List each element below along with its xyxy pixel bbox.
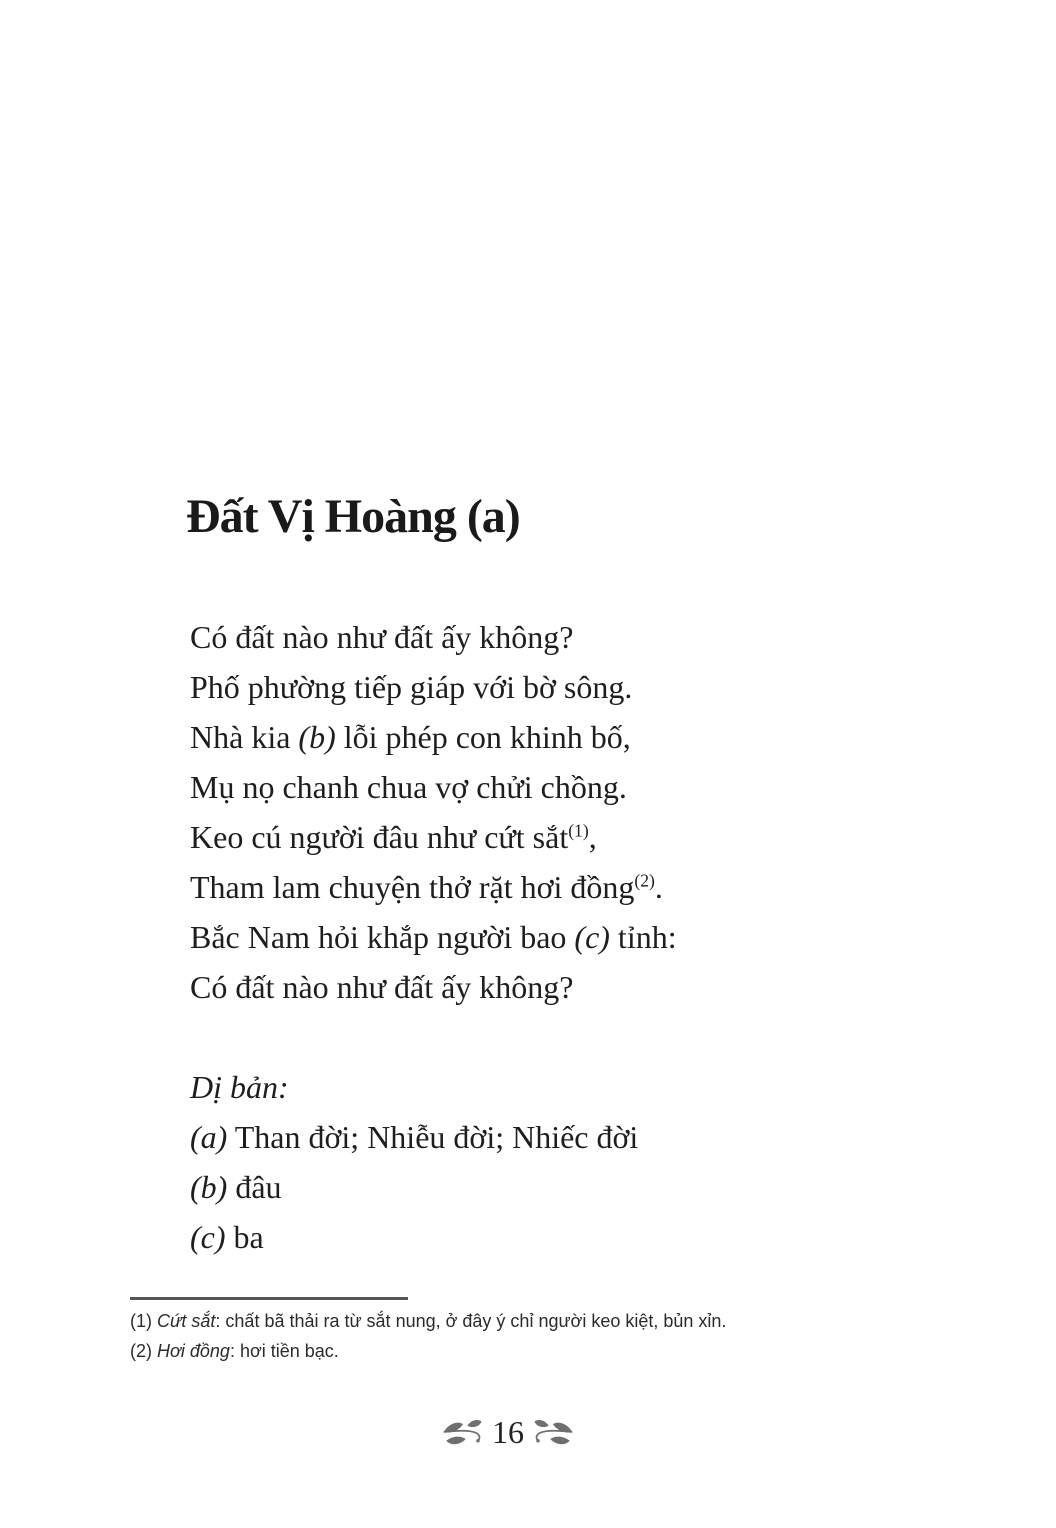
poem-line-text: Tham lam chuyện thở rặt hơi đồng: [190, 869, 635, 905]
poem-line-text: ,: [588, 819, 597, 855]
poem-line-text: Có đất nào như đất ấy không?: [190, 619, 574, 655]
poem-line-1: [190, 612, 677, 662]
page-footer: [438, 1410, 578, 1454]
poem-line-text: Mụ nọ chanh chua vợ chửi chồng.: [190, 769, 627, 805]
variant-marker: (a): [190, 1119, 228, 1155]
footnote-term: Hơi đồng: [157, 1341, 230, 1361]
poem-line-6: [190, 862, 677, 912]
poem-line-3: [190, 712, 677, 762]
footnote-text: : hơi tiền bạc.: [229, 1341, 339, 1361]
poem-body: [190, 612, 677, 1012]
poem-line-8: [190, 962, 677, 1012]
variant-marker: (c): [574, 919, 610, 955]
variant-marker: (b): [298, 719, 336, 755]
footnote-divider: [130, 1297, 408, 1300]
poem-line-text: Phố phường tiếp giáp với bờ sông.: [190, 669, 633, 705]
poem-line-text: Có đất nào như đất ấy không?: [190, 969, 574, 1005]
footnote-reference: (2): [634, 870, 655, 891]
variants-section: [190, 1062, 638, 1262]
poem-line-4: [190, 762, 677, 812]
leaf-ornament-left-icon: [441, 1417, 485, 1447]
variant-item-b: [190, 1162, 638, 1212]
footnote-1: [130, 1306, 830, 1336]
variant-text: Than đời; Nhiễu đời; Nhiếc đời: [227, 1119, 639, 1155]
poem-line-text: Nhà kia: [190, 719, 299, 755]
footnote-2: [130, 1336, 830, 1366]
poem-line-text: .: [654, 869, 663, 905]
variant-text: ba: [225, 1219, 264, 1255]
poem-line-5: [190, 812, 677, 862]
leaf-ornament-right-icon: [531, 1417, 575, 1447]
poem-title: Đất Vị Hoàng (a): [186, 490, 520, 544]
footnote-text: : chất bã thải ra từ sắt nung, ở đây ý chỉ người keo kiệt, bủn xỉn.: [215, 1311, 727, 1331]
poem-line-text: Keo cú người đâu như cứt sắt: [190, 819, 569, 855]
footnotes-section: [130, 1297, 830, 1366]
poem-line-text: tỉnh:: [609, 919, 677, 955]
variant-marker: (b): [190, 1169, 228, 1205]
footnote-number: (1): [130, 1311, 157, 1331]
variant-item-c: [190, 1212, 638, 1262]
poem-line-text: lỗi phép con khinh bố,: [335, 719, 631, 755]
variant-text: đâu: [227, 1169, 282, 1205]
footnote-number: (2): [130, 1341, 157, 1361]
variants-heading: Dị bản:: [190, 1069, 289, 1105]
page-number: 16: [492, 1414, 524, 1450]
footnote-reference: (1): [568, 820, 589, 841]
poem-line-text: Bắc Nam hỏi khắp người bao: [190, 919, 575, 955]
poem-line-7: [190, 912, 677, 962]
poem-line-2: [190, 662, 677, 712]
variant-item-a: [190, 1112, 638, 1162]
variant-marker: (c): [190, 1219, 226, 1255]
footnote-term: Cứt sắt: [157, 1311, 216, 1331]
